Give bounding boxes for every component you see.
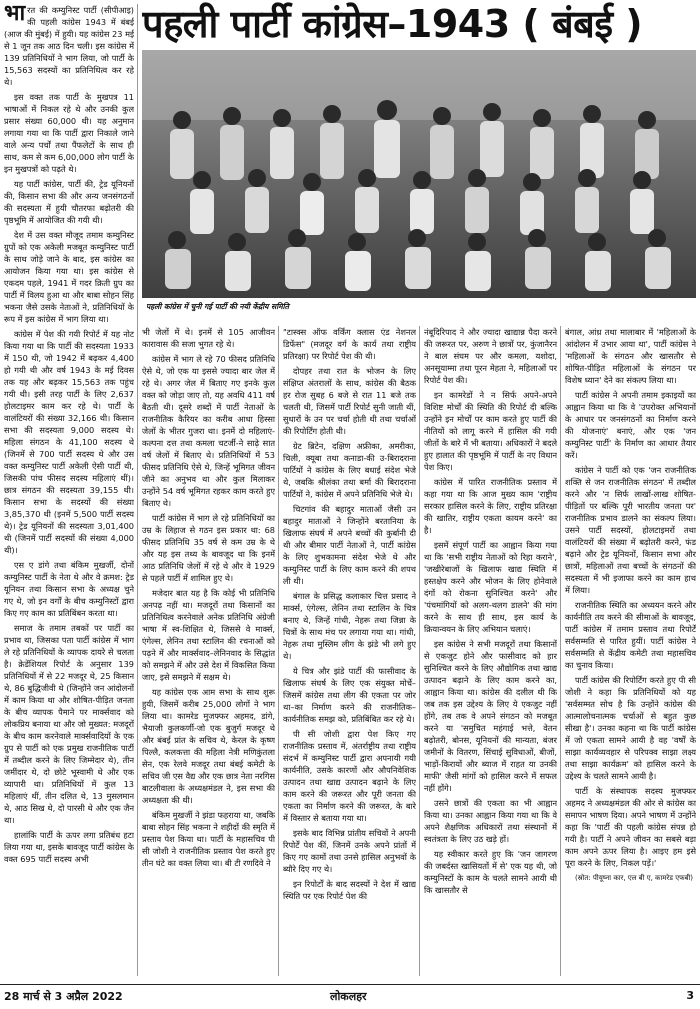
paragraph: समाज के तमाम तबकों पर पार्टी का प्रभाव था, जिसका पता पार्टी कांग्रेस में भाग ले रहे प्रतिनिधियों के व्यापक दायरे से चलता है। क्रेडेंशियल रिपोर्ट के अनुसार 139 प्रतिनिधियों में से 22 मजदूर थे, 25 किसान थे, 86 बुद्धिजीवी थे (जिन्होंने जन आंदोलनों में काम किया था और शोषित-पीड़ित जनता के बीच व्यापक पैमाने पर मार्क्सवाद को लोकप्रिय बनाया था और जो मुख्यत: मजदूरों के बीच काम करनेवाले मार्क्सवादियों के एक ग्रुप से पार्टी को एक प्रमुख राजनीतिक पार्टी में तब्दील करने के लिए जिम्मेदार थे), तीन जमींदार थे, दो छोटे भूस्वामी थे और एक व्यापारी था। प्रतिनिधियों में कुल 13 महिलाएं थीं, तीन दलित थे, 13 मुसलमान थे, आठ सिख थे, दो पारसी थे और एक जैन था। <box>4 623 134 825</box>
source-note: (स्रोत: पीयूष्ना कार, एल बी ए, कामरेड एफबी) <box>575 874 694 882</box>
headline: पहली पार्टी कांग्रेस–1943 ( बंबई ) <box>142 2 643 46</box>
paragraph: इस कांग्रेस ने सभी मजदूरों तथा किसानों से एकजुट होने और फासीवाद को हार सुनिश्चित करने के लिए औद्योगिक तथा खाद्य उत्पादन बढ़ाने के लिए काम करने का, आह्वान किया था। कांग्रेस की दलील थी कि जब तक इस उद्देश्य के लिए ये एकजुट नहीं होंगे, तब तक वे अपने संगठन को मजबूत करने या 'समुचित महंगाई भत्ते, वेतन बढ़ोतरी, बोनस, यूनियनों की मान्यता, बंजर जमीनों के वितरण, सिंचाई सुविधाओं, बीजों, भाड़ों-किरायों और ब्याज में राहत या उनकी माफी' जैसी मांगों को हासिल करने में सफल नहीं होंगे। <box>424 639 557 793</box>
article-column-2 <box>142 326 275 976</box>
article-column-5 <box>565 326 696 976</box>
paragraph: ये चित्र और झंडे पार्टी की फासीवाद के खिलाफ संघर्ष के लिए एक संयुक्त मोर्चे–जिसमें कांग्रेस तथा लीग की एकता पर जोर था–का निर्माण करने की राजनीतिक–कार्यनीतिक समझ को, प्रतिबिंबित कर रहे थे। <box>283 666 416 724</box>
issue-date: 28 मार्च से 3 अप्रैल 2022 <box>4 990 123 1003</box>
paragraph: देश में उस वक्त मौजूद तमाम कम्युनिस्ट ग्रुपों को एक अकेली मजबूत कम्युनिस्ट पार्टी के साथ जोड़े जाने के बाद, इस कांग्रेस का आयोजन किया गया था। इस कांग्रेस से एकदम पहले, 1941 में गदर क्रिती ग्रुप का पार्टी में विलय हुआ था और बाबा सोहन सिंह भकना जैसे उसके नेताओं ने, प्रतिनिधियों के रूप में इस कांग्रेस में भाग लिया था। <box>4 230 134 324</box>
paragraph: इन कामरेडों ने न सिर्फ अपने-अपने विशिष्ट मोर्चों की स्थिति की रिपोर्ट दी बल्कि उन्होंने इन मोर्चों पर काम करते हुए पार्टी की नीतियों को लागू करने में हासिल की गयी जीतों के बारे में भी बताया। अधिकारों ने बदले हुए हालात की पृष्ठभूमि में पार्टी के नए विधान पेश किए। <box>424 390 557 472</box>
article-column-4 <box>424 326 557 976</box>
paragraph: हालांकि पार्टी के ऊपर लगा प्रतिबंध हटा लिया गया था, इसके बावजूद पार्टी कांग्रेस के वक्त 695 पार्टी सदस्य अभी <box>4 830 134 864</box>
paragraph: पार्टी कांग्रेस में भाग ले रहे प्रतिनिधियों का उम्र के लिहाज से गठन इस प्रकार था: 68 फीसद प्रतिनिधि 35 वर्ष से कम उम्र के थे और यह इस तथ्य के बावजूद था कि इनमें आठ प्रतिनिधि जेलों में रहे थे और वे 1929 से पहले पार्टी में शामिल हुए थे। <box>142 513 275 583</box>
column-divider <box>560 326 561 976</box>
paragraph: पी सी जोशी द्वारा पेश किए गए राजनीतिक प्रस्ताव में, अंतर्राष्ट्रीय तथा राष्ट्रीय संदर्भ में कम्युनिस्ट पार्टी द्वारा अपनायी गयी कार्यनीति, उसके कारणों और औपनिवेशिक उत्पादन तथा खाद्य उत्पादन बढ़ाने के लिए काम करने की जरूरत और पूरी जनता की एकता का निर्माण करने की जरूरत, के बारे में विस्तार से बताया गया था। <box>283 729 416 823</box>
paragraph: पार्टी कांग्रेस ने अपनी तमाम इकाइयों का आह्वान किया था कि वे 'उपरोक्त अभियानों के आधार पर जनसंगठनों का निर्माण करने की योजनाएं' बनाएं, और एक 'जन कम्युनिस्ट पार्टी' के निर्माण का आधार तैयार करें। <box>565 390 696 460</box>
paragraph: चिटगांव की बहादुर माताओं जैसी उन बहादुर माताओं ने जिन्होंने बरतानिया के खिलाफ संघर्ष में अपने बच्चों की कुर्बानी दी थी और बीमार पार्टी नेताओं ने, पार्टी कांग्रेस के लिए शुभकामना संदेश भेजे थे और कम्युनिस्ट पार्टी के लिए काम करने की शपथ ली थी। <box>283 504 416 586</box>
paragraph: कांग्रेस में पारित राजनीतिक प्रस्ताव में कहा गया था कि आज मुख्य काम 'राष्ट्रीय सरकार हासिल करने के लिए, राष्ट्रीय प्रतिरक्षा की खातिर, राष्ट्रीय एकता कायम करने' का है। <box>424 477 557 535</box>
paragraph: पार्टी कांग्रेस की रिपोर्टिंग करते हुए पी सी जोशी ने कहा कि प्रतिनिधियों को यह 'सर्वसम्मत सोच है कि उन्होंने कांग्रेस की आत्मालोचनात्मक चर्चाओं से बहुत कुछ सीखा है'। उनका कहना था कि पार्टी कांग्रेस में जो एकता सामने आयी है वह 'वर्षों के साझा कार्यव्यवहार से परिपक्व साझा लक्ष्य तथा साझा कार्यक्रम' को हासिल करने के उद्देश्य के चलते सामने आयी है। <box>565 675 696 781</box>
article-column-3 <box>283 326 416 976</box>
paragraph: नंबूदिरिपाद ने और ज्यादा खाद्यान्न पैदा करने की जरूरत पर, अरुण ने छात्रों पर, कुंजानैरन ने बाल संघम पर और कमला, यशोदा, अनसूयाम्मा तथा पूरन मेहता ने, महिलाओं पर रिपोर्ट पेश की। <box>424 327 557 385</box>
page-footer <box>0 984 700 1007</box>
column-divider <box>137 4 138 976</box>
column-divider <box>278 326 279 976</box>
paragraph: इन रिपोर्टों के बाद सदस्यों ने देश में खाद्य स्थिति पर एक रिपोर्ट पेश की <box>283 879 416 901</box>
group-photo-illustration <box>142 50 696 298</box>
paragraph: कांग्रेस में पेश की गयी रिपोर्ट में यह नोट किया गया था कि पार्टी की सदस्यता 1933 में 150 थी, जो 1942 में बढ़कर 4,400 हो गयी थी और वर्ष 1943 के मई दिवस तक यह और बढ़कर 15,563 तक पहुंच गयी थी। इसी तरह पार्टी के लिए 2,637 होलटाइमर काम कर रहे थे। पार्टी के वालंटियरों की संख्या 32,166 थी। किसान सभा की सदस्यता 9,000 सदस्य थे। महिला संगठन के 41,100 सदस्य थे (जिनमें से 700 पार्टी सदस्य थे और उस वक्त कम्युनिस्ट पार्टी अकेली ऐसी पार्टी थी, जिसकी पांच फीसद सदस्य महिलाएं थीं)। छात्र संगठन की सदस्यता 39,155 थी। किसान सभा के सदस्यों की संख्या 3,85,370 थी (इनमें 5,500 पार्टी सदस्य थे)। ट्रेड यूनियनों की सदस्यता 3,01,400 थी (जिनमें पार्टी सदस्यों की संख्या 4,000 थी)। <box>4 329 134 555</box>
paragraph: यह कांग्रेस एक आम सभा के साथ शुरू हुयी, जिसमें करीब 25,000 लोगों ने भाग लिया था। कामरेड मुजफ्फर अहमद, डांगे, भैयाजी कुलकर्णी-जो एक बुजुर्ग मजदूर थे और बंबई प्रांत के सचिव थे, केरल के कृष्ण पिल्लै, कलकत्ता की महिला नेत्री मणिकुंतला सेन, एक रेलवे मजदूर तथा बंबई कमेटी के सचिव जी एस वैद्य और एक छात्र नेता नरगिस बाटलीवाला के अध्यक्षमंडल ने, इस सभा की अध्यक्षता की थी। <box>142 687 275 805</box>
paragraph: बंगाल के प्रसिद्ध कलाकार चित्त प्रसाद ने मार्क्स, एंगेल्स, लेनिन तथा स्टालिन के चित्र बनाए थे, जिन्हें गांधी, नेहरू तथा जिन्ना के चित्रों के साथ मंच पर लगाया गया था। गांधी, नेहरू तथा मुस्लिम लीग के झंडे भी लगे हुए थे। <box>283 591 416 661</box>
paragraph: मजेदार बात यह है कि कोई भी प्रतिनिधि अनपढ़ नहीं था। मजदूरों तथा किसानों का प्रतिनिधित्व करनेवाले अनेक प्रतिनिधि अंग्रेजी भाषा में स्व-शिक्षित थे, जिससे वे मार्क्स, एंगेल्स, लेनिन तथा स्टालिन की रचनाओं को पढ़ने में और मार्क्सवाद–लेनिनवाद के सिद्धांत को समझने में और उसे देश में विकसित किया जाए, इसे समझने में सक्षम थे। <box>142 588 275 682</box>
paragraph: राजनीतिक स्थिति का अध्ययन करने और कार्यनीति तय करने की सीमाओं के बावजूद, पार्टी कांग्रेस में तमाम प्रस्ताव तथा रिपोर्टें सर्वसम्मति से पारित हुयीं। पार्टी कांग्रेस ने सर्वसम्मति से केंद्रीय कमेटी तथा महासचिव का चुनाव किया। <box>565 600 696 670</box>
group-photo <box>142 50 696 298</box>
paragraph: बंकिम मुखर्जी ने झंडा फहराया था, जबकि बाबा सोहन सिंह भकना ने शहीदों की स्मृति में प्रस्ताव पेश किया था। पार्टी के महासचिव पी सी जोशी ने राजनीतिक प्रस्ताव पेश करते हुए तीन घंटे का वक्त लिया था। बी टी रणदिवे ने <box>142 810 275 868</box>
paragraph: इस वक्त तक पार्टी के मुखपत्र 11 भाषाओं में निकल रहे थे और उनकी कुल प्रसार संख्या 60,000 थी। यह अनुमान लगाया गया था कि पार्टी द्वारा निकाले जाने वाले अन्य पर्चों तथा पैंफलेटों के साथ ही साथ, कम से कम 6,00,000 लोग पार्टी के इन मुखपत्रों को पढ़ते थे। <box>4 92 134 174</box>
paragraph: कांग्रेस ने पार्टी को एक 'जन राजनीतिक शक्ति से जन राजनीतिक संगठन' में तब्दील करने और 'न सिर्फ लाखों-लाख शोषित-पीड़ितों पर बल्कि पूरी भारतीय जनता पर' राजनीतिक प्रभाव डालने का संकल्प लिया। उसने पार्टी सदस्यों, होलटाइमरों तथा वालंटियरों की संख्या में बढ़ोतरी करने, फंड बढ़ाने और ट्रेड यूनियनों, किसान सभा और छात्रों, महिलाओं तथा बच्चों के संगठनों की सदस्यता में भी इजाफा करने का काम हाथ में लिया। <box>565 465 696 595</box>
lead-paragraph <box>4 4 134 88</box>
page-number: 3 <box>686 989 694 1002</box>
photo-caption: पहली कांग्रेस में चुनी गई पार्टी की नयी केंद्रीय समिति <box>146 302 289 311</box>
paragraph: कांग्रेस में भाग ले रहे 70 फीसद प्रतिनिधि ऐसे थे, जो एक या इससे ज्यादा बार जेल में रहे थे। अगर जेल में बिताए गए इनके कुल वक्त को जोड़ा जाए तो, यह अवधि 411 वर्ष बैठती थी। दूसरे शब्दों में पार्टी नेताओं के राजनीतिक कैरियर का करीब आधा हिस्सा जेलों के भीतर गुजरा था। इनमें दो महिलाएं-कल्पना दत्त तथा कमला चटर्जी-ने साढ़े सात वर्ष जेलों में बिताए थे। प्रतिनिधियों में 53 फीसद प्रतिनिधि ऐसे थे, जिन्हें भूमिगत जीवन जीने का अनुभव था और कुल मिलाकर उन्होंने 54 वर्ष भूमिगत रहकर काम करते हुए बिताए थे। <box>142 354 275 508</box>
paragraph: ग्रेट ब्रिटेन, दक्षिण अफ्रीका, अमरीका, चिली, क्यूबा तथा कनाडा-की उ-बिरादराना पार्टियों ने कांग्रेस के लिए बधाई संदेश भेजे थे, जबकि श्रीलंका तथा बर्मा की बिरादराना पार्टियों ने, कांग्रेस में अपने प्रतिनिधि भेजे थे। <box>283 441 416 499</box>
column-divider <box>419 326 420 976</box>
publication-name: लोकलहर <box>330 990 367 1003</box>
paragraph: दोपहर तथा रात के भोजन के लिए संक्षिप्त अंतरालों के साथ, कांग्रेस की बैठक हर रोज सुबह 6 बजे से रात 11 बजे तक चलती थी, जिसमें पार्टी रिपोर्ट सुनी जाती थीं, सुधारों के उन पर चर्चा होती थी तथा चर्चाओं की रिपोर्टिंग होती थी। <box>283 366 416 436</box>
paragraph: यह पार्टी कांग्रेस, पार्टी की, ट्रेड यूनियनों की, किसान सभा की और अन्य जनसंगठनों की सदस्यता में हुयी चौतरफा बढ़ोतरी की पृष्ठभूमि में आयोजित की गयी थी। <box>4 179 134 225</box>
paragraph: एस ए डांगे तथा बंकिम मुखर्जी, दोनों कम्युनिस्ट पार्टी के नेता थे और वे क्रमश: ट्रेड यूनियन तथा किसान सभा के अध्यक्ष चुने गए थे, जो इन वर्गों के बीच कम्युनिस्टों द्वारा किए गए काम का प्रतिबिंबन करता था। <box>4 560 134 618</box>
paragraph: उसने छात्रों की एकता का भी आह्वान किया था। उनका आह्वान किया गया था कि वे अपने शैक्षणिक अधिकारों तथा संस्थानों में स्वतंत्रता के लिए उठ खड़े हों। <box>424 798 557 844</box>
paragraph: यह स्वीकार करते हुए कि 'जन जागरण की जबर्दस्त खासियतों में से' एक यह थी, जो कम्युनिस्टों के काम के चलते सामने आयी थी कि खासतौर से <box>424 849 557 895</box>
paragraph-text: रत की कम्युनिस्ट पार्टी (सीपीआइ) की पहली कांग्रेस 1943 में बंबई (आज की मुंबई) में हुयी। यह कांग्रेस 23 मई से 1 जून तक आठ दिन चली। इस कांग्रेस में 139 प्रतिनिधियों ने भाग लिया, जो पार्टी के 15,563 सदस्यों का प्रतिनिधित्व कर रहे थे। <box>4 5 134 87</box>
paragraph: इसमें संपूर्ण पार्टी का आह्वान किया गया था कि 'सभी राष्ट्रीय नेताओं को रिहा कराने', 'जखीरेबाजों के खिलाफ खाद्य स्थिति में हस्तक्षेप करने और भोजन के लिए होनेवाले दंगों को रोकना सुनिश्चित करने' और 'पंचमांगियों को अलग-थलग डालने' की मांग करने के साथ ही साथ, इस कार्य के क्रियान्वयन के लिए अभियान चलाएं। <box>424 540 557 634</box>
paragraph: पार्टी के संस्थापक सदस्य मुजफ्फर अहमद ने अध्यक्षमंडल की ओर से कांग्रेस का समापन भाषण दिया। अपने भाषण में उन्होंने कहा कि 'पार्टी की पहली कांग्रेस संपन्न हो गयी है। पार्टी ने अपने जीवन का सबसे बड़ा काम अपने ऊपर लिया है। आइए हम इसे पूरा करने के लिए, निकल पड़ें।' <box>565 786 696 868</box>
paragraph: "टास्क्स ऑफ वर्किंग क्लास एंड नेशनल डिफेंस" (मजदूर वर्ग के कार्य तथा राष्ट्रीय प्रतिरक्षा) पर रिपोर्ट पेश की थी। <box>283 327 416 361</box>
paragraph: भी जेलों में थे। इनमें से 105 आजीवन कारावास की सजा भुगत रहे थे। <box>142 327 275 349</box>
paragraph: बंगाल, आंध्र तथा मालाबार में 'महिलाओं के आंदोलन में उभार आया था', पार्टी कांग्रेस ने 'महिलाओं के संगठन और खासतौर से शोषित-पीड़ित महिलाओं के संगठन पर विशेष ध्यान' देने का संकल्प लिया था। <box>565 327 696 385</box>
paragraph: इसके बाद विभिन्न प्रांतीय सचिवों ने अपनी रिपोर्टें पेश कीं, जिनमें उनके अपने प्रांतों में किए गए कामों तथा उनसे हासिल अनुभवों के ब्यौरे दिए गए थे। <box>283 828 416 874</box>
article-column-1 <box>4 4 134 976</box>
drop-cap: भा <box>4 4 26 26</box>
